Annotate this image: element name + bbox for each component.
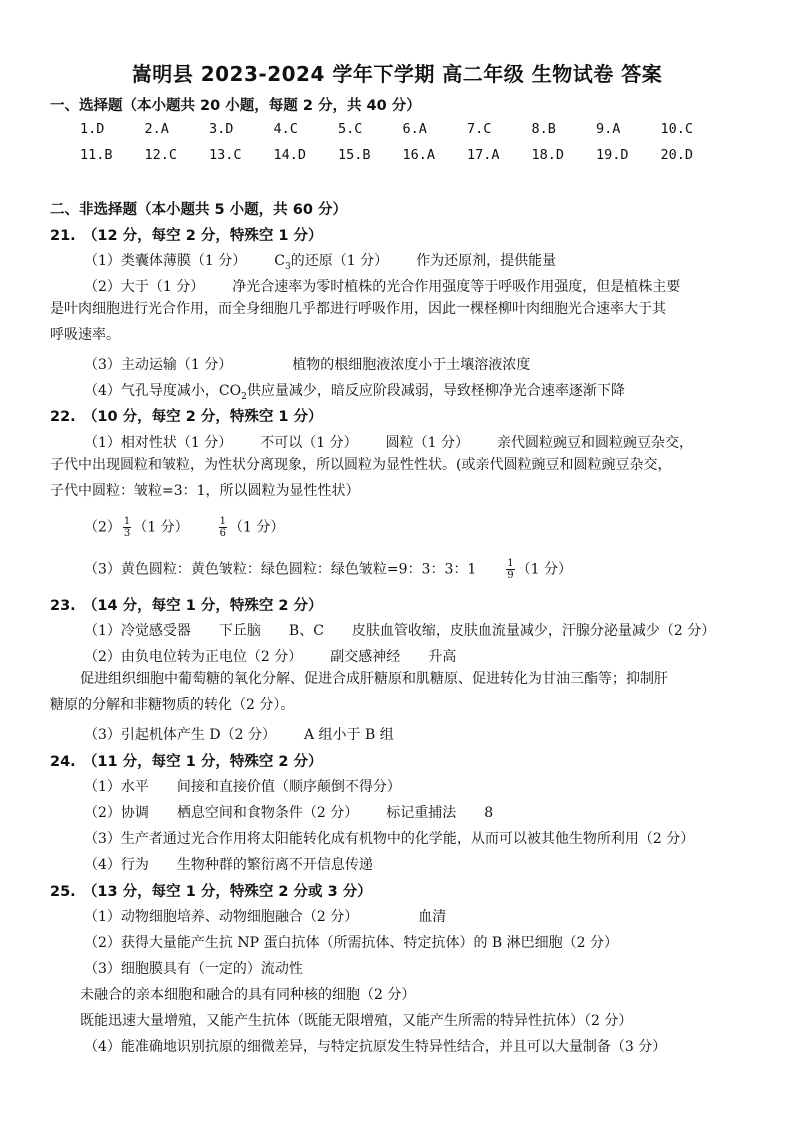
answer-cell: 13.C xyxy=(209,147,242,163)
q21-line-1 xyxy=(84,250,556,272)
answer-text: 植物的根细胞液浓度小于土壤溶液浓度 xyxy=(292,357,531,373)
answer-text: 下丘脑 xyxy=(218,623,261,639)
answer-text: B、C xyxy=(288,623,324,639)
answer-text: （3）生产者通过光合作用将太阳能转化成有机物中的化学能，从而可以被其他生物所利用（2 分） xyxy=(84,831,695,847)
answer-text: （1 分） xyxy=(516,561,572,578)
answer-text: 标记重捕法 xyxy=(386,805,457,821)
answer-row xyxy=(80,147,725,173)
answer-cell: 18.D xyxy=(531,147,565,163)
answer-row xyxy=(80,121,725,147)
q24-line-3 xyxy=(84,828,694,848)
numerator: 1 xyxy=(123,516,131,527)
answer-cell: 4.C xyxy=(273,121,298,137)
q21-paragraph xyxy=(50,296,750,348)
fraction xyxy=(506,558,514,581)
answer-text: （2）获得大量能产生抗 NP 蛋白抗体（所需抗体、特定抗体）的 B 淋巴细胞（2 分） xyxy=(84,935,619,951)
answer-text: 栖息空间和食物条件（2 分） xyxy=(176,805,359,821)
q25-line-4 xyxy=(80,984,415,1004)
answer-text: 供应量减少，暗反应阶段减弱，导致柽柳净光合速率逐渐下降 xyxy=(246,383,625,399)
answer-text: 不可以（1 分） xyxy=(260,435,358,451)
answer-text: 8 xyxy=(484,805,494,821)
answer-cell: 15.B xyxy=(338,147,371,163)
answer-text: 糖原的分解和非糖物质的转化（2 分）。 xyxy=(50,697,295,713)
answer-text: 圆粒（1 分） xyxy=(385,435,469,451)
answer-cell: 19.D xyxy=(596,147,629,163)
denominator: 6 xyxy=(219,528,227,539)
answer-text: 促进组织细胞中葡萄糖的氧化分解、促进合成肝糖原和肌糖原、促进转化为甘油三酯等；抑制肝 xyxy=(80,671,668,687)
q24-line-4 xyxy=(84,854,373,874)
answer-cell: 11.B xyxy=(80,147,113,163)
subscript: 2 xyxy=(241,391,247,402)
answer-text: （4）行为 xyxy=(84,857,149,873)
answer-cell: 10.C xyxy=(660,121,694,137)
answer-text: （1）动物细胞培养、动物细胞融合（2 分） xyxy=(84,909,359,925)
q24-line-1 xyxy=(84,776,401,796)
subscript: 3 xyxy=(284,261,291,272)
answer-text: 呼吸速率。 xyxy=(50,327,120,343)
numerator: 1 xyxy=(507,558,514,569)
denominator: 9 xyxy=(507,570,514,581)
denominator: 3 xyxy=(123,528,131,539)
answer-cell: 6.A xyxy=(402,121,427,137)
answer-cell: 12.C xyxy=(144,147,178,163)
answer-text: 间接和直接价值（顺序颠倒不得分） xyxy=(176,779,401,795)
answer-cell: 2.A xyxy=(144,121,169,137)
answer-cell: 5.C xyxy=(338,121,363,137)
q23-paragraph xyxy=(50,666,750,718)
page-title: 嵩明县 2023-2024 学年下学期 高二年级 生物试卷 答案 xyxy=(131,62,663,86)
answer-text: （1）冷觉感受器 xyxy=(84,623,191,639)
answer-cell: 16.A xyxy=(402,147,436,163)
answer-cell: 3.D xyxy=(209,121,234,137)
numerator: 1 xyxy=(219,516,227,527)
q24-heading: 24. （11 分，每空 1 分，特殊空 2 分） xyxy=(50,754,323,770)
answer-text: （2）大于（1 分） xyxy=(84,279,205,295)
answer-text: （1 分） xyxy=(229,519,285,536)
answer-text: （2） xyxy=(84,519,121,536)
q21-heading: 21. （12 分，每空 2 分，特殊空 1 分） xyxy=(50,228,323,244)
answer-text: 未融合的亲本细胞和融合的具有同种核的细胞（2 分） xyxy=(80,987,416,1003)
answer-grid xyxy=(80,121,725,173)
q21-line-4 xyxy=(84,380,625,402)
answer-text: 净光合速率为零时植株的光合作用强度等于呼吸作用强度，但是植株主要 xyxy=(232,279,681,295)
answer-text: （3）细胞膜具有（一定的）流动性 xyxy=(84,961,303,977)
q23-line-2 xyxy=(84,646,456,666)
q25-line-1 xyxy=(84,906,446,926)
q22-line-1 xyxy=(84,432,693,452)
answer-text: （1）类囊体薄膜（1 分） xyxy=(84,253,247,269)
q25-line-2 xyxy=(84,932,618,952)
answer-text: （1）水平 xyxy=(84,779,149,795)
answer-text: A 组小于 B 组 xyxy=(303,727,394,743)
q21-line-3 xyxy=(84,354,530,374)
answer-cell: 17.A xyxy=(467,147,500,163)
answer-text: 血清 xyxy=(418,909,447,925)
answer-text: 的还原（1 分） xyxy=(290,253,389,269)
answer-text: 亲代圆粒豌豆和圆粒豌豆杂交， xyxy=(496,435,693,451)
q24-line-2 xyxy=(84,802,493,822)
q21-line-2 xyxy=(84,276,680,296)
answer-text: 作为还原剂，提供能量 xyxy=(416,253,557,269)
q25-line-6 xyxy=(84,1036,666,1056)
answer-cell: 14.D xyxy=(273,147,307,163)
answer-text: 升高 xyxy=(428,649,457,665)
answer-text: 副交感神经 xyxy=(330,649,401,665)
q22-paragraph xyxy=(50,452,750,504)
answer-text: （3）引起机体产生 D（2 分） xyxy=(84,727,276,743)
answer-text: （1 分） xyxy=(133,519,189,536)
section-2-heading: 二、非选择题（本小题共 5 小题，共 60 分） xyxy=(50,202,347,218)
q25-line-5 xyxy=(80,1010,632,1030)
answer-text: 生物种群的繁衍离不开信息传递 xyxy=(176,857,373,873)
q23-line-3 xyxy=(84,724,394,744)
answer-cell: 8.B xyxy=(531,121,556,137)
fraction xyxy=(123,516,131,539)
q22-line-2 xyxy=(84,516,284,539)
answer-text: （3）黄色圆粒：黄色皱粒：绿色圆粒：绿色皱粒=9：3：3：1 xyxy=(84,561,477,578)
answer-text: 子代中圆粒：皱粒=3：1，所以圆粒为显性性状） xyxy=(50,483,360,499)
answer-text: 皮肤血管收缩，皮肤血流量减少，汗腺分泌量减少（2 分） xyxy=(351,623,716,639)
q22-line-3 xyxy=(84,558,572,581)
answer-text: （3）主动运输（1 分） xyxy=(84,357,233,373)
section-1-heading: 一、选择题（本小题共 20 小题，每题 2 分，共 40 分） xyxy=(50,98,421,114)
answer-text: 子代中出现圆粒和皱粒，为性状分离现象，所以圆粒为显性性状。(或亲代圆粒豌豆和圆粒豌豆杂交， xyxy=(50,457,672,473)
answer-text: 既能迅速大量增殖，又能产生抗体（既能无限增殖，又能产生所需的特异性抗体）（2 分） xyxy=(80,1013,633,1029)
fraction xyxy=(219,516,227,539)
answer-cell: 20.D xyxy=(660,147,694,163)
answer-cell: 7.C xyxy=(467,121,492,137)
q25-heading: 25. （13 分，每空 1 分，特殊空 2 分或 3 分） xyxy=(50,884,372,900)
answer-text: 是叶肉细胞进行光合作用，而全身细胞几乎都进行呼吸作用，因此一棵柽柳叶肉细胞光合速率大于其 xyxy=(50,301,666,317)
q23-line-1 xyxy=(84,620,715,640)
q23-heading: 23. （14 分，每空 1 分，特殊空 2 分） xyxy=(50,598,323,614)
answer-text: （2）协调 xyxy=(84,805,149,821)
q25-line-3 xyxy=(84,958,303,978)
answer-text: （2）由负电位转为正电位（2 分） xyxy=(84,649,303,665)
q22-heading: 22. （10 分，每空 2 分，特殊空 1 分） xyxy=(50,409,323,425)
answer-cell: 9.A xyxy=(596,121,621,137)
answer-cell: 1.D xyxy=(80,121,105,137)
answer-text: （1）相对性状（1 分） xyxy=(84,435,233,451)
answer-text: C xyxy=(274,253,285,269)
answer-text: （4）气孔导度减小，CO xyxy=(84,383,242,399)
answer-text: （4）能准确地识别抗原的细微差异，与特定抗原发生特异性结合，并且可以大量制备（3 分） xyxy=(84,1039,667,1055)
